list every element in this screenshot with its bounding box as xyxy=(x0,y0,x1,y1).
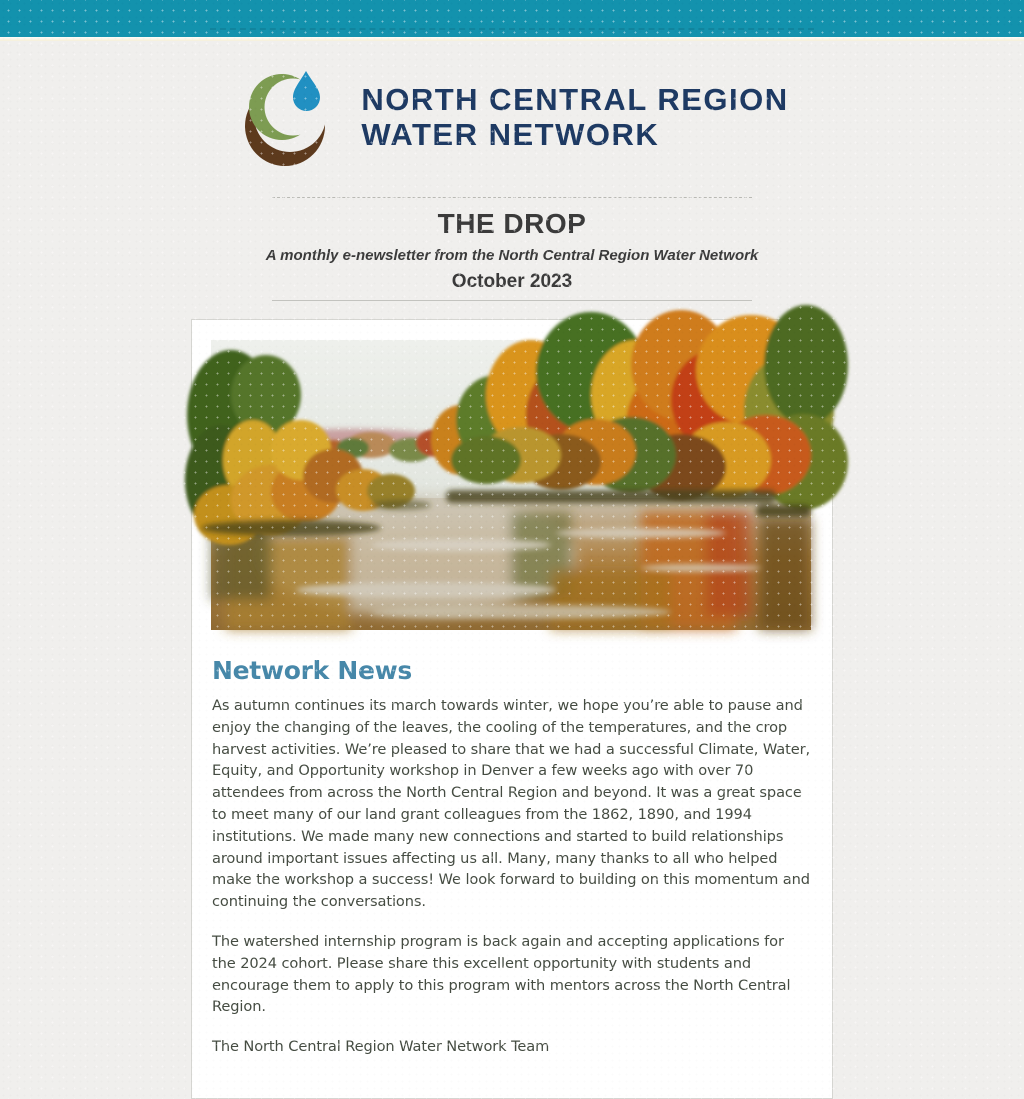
organization-name-line1: NORTH CENTRAL REGION xyxy=(361,82,789,117)
newsletter-title: THE DROP xyxy=(437,208,587,239)
newsletter-card xyxy=(191,319,833,1099)
organization-logo xyxy=(0,62,1024,172)
masthead xyxy=(0,62,1024,301)
organization-name xyxy=(361,82,788,152)
article-paragraph: The North Central Region Water Network Team xyxy=(212,1038,550,1056)
article-paragraph: The watershed internship program is back again and accepting applications for the 2024 cohort. Please share this excellent opportunity with students and encourage them to apply to this program with mentors across the North Central Region. xyxy=(212,932,791,1016)
solid-divider xyxy=(272,300,752,301)
banner-dashed-line xyxy=(210,28,814,30)
crescent-water-drop-icon xyxy=(235,63,335,171)
newsletter-subtitle: A monthly e-newsletter from the North Central Region Water Network xyxy=(265,247,759,264)
dashed-divider xyxy=(272,197,752,198)
top-banner-bar xyxy=(0,0,1024,37)
banner-accent-line xyxy=(0,37,1024,41)
organization-name-line2: WATER NETWORK xyxy=(361,117,660,152)
section-heading: Network News xyxy=(212,656,413,685)
issue-date: October 2023 xyxy=(451,271,573,292)
autumn-river-photo xyxy=(211,340,811,630)
article-paragraph: As autumn continues its march towards winter, we hope you’re able to pause and enjoy the changing of the leaves, the cooling of the temperatures, and the crop harvest activities. We’re pleased to share that we had a successful Climate, Water, Equity, and Opportunity workshop in Denver a few weeks ago with over 70 attendees from across the North Central Region and beyond. It was a great space to meet many of our land grant colleagues from the 1862, 1890, and 1994 institutions. We made many new connections and started to build relationships around important issues affecting us all. Many, many thanks to all who helped make the workshop a success! We look forward to building on this momentum and continuing the conversations. xyxy=(212,697,811,911)
article-body xyxy=(212,695,812,1058)
